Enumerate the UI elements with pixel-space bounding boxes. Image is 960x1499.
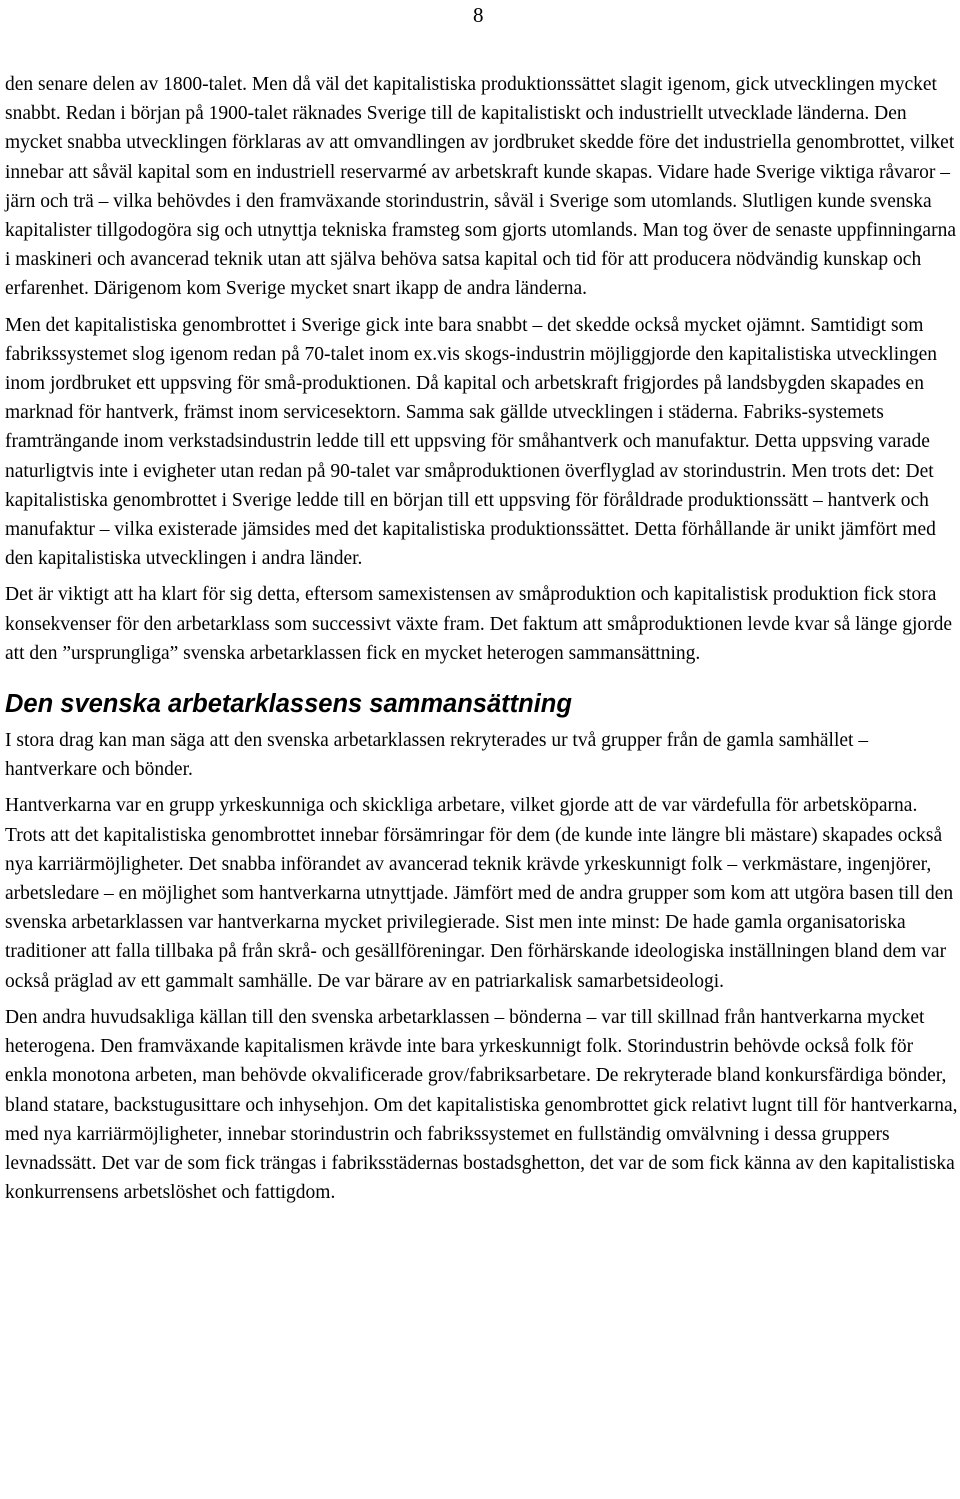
paragraph: Den andra huvudsakliga källan till den svenska arbetarklassen – bönderna – var till skillnad från hantverkarna mycket heterogena. Den framväxande kapitalismen krävde inte bara yrkeskunnigt folk. Storindustrin behövde också folk för enkla monotona arbeten, man behövde okvalificerade grov/fabriksarbetare. De rekryterade bland konkursfärdiga bönder, bland statare, backstugusittare och inhysehjon. Om det kapitalistiska genombrottet gick relativt lugnt till för hantverkarna, med nya karriärmöjligheter, innebar storindustrin och fabrikssystemet en fullständig omvälvning i dessa gruppers levnadssätt. Det var de som fick trängas i fabriksstädernas bostadsghetton, det var de som fick känna av den kapitalistiska konkurrensens arbetslöshet och fattigdom. bbox=[5, 1006, 958, 1204]
section-heading: Den svenska arbetarklassens sammansättning bbox=[5, 690, 572, 719]
paragraph: Hantverkarna var en grupp yrkeskunniga och skickliga arbetare, vilket gjorde att de var värdefulla för arbetsköparna. Trots att det kapitalistiska genombrottet innebar försämringar för dem (de kunde inte längre bli mästare) skapades också nya karriärmöjligheter. Det snabba införandet av avancerad teknik krävde yrkeskunnigt folk – verkmästare, ingenjörer, arbetsledare – en möjlighet som hantverkarna utnyttjade. Jämfört med de andra grupper som kom att utgöra basen till den svenska arbetarklassen var hantverkarna mycket privilegierade. Sist men inte minst: De hade gamla organisatoriska traditioner att falla tillbaka på från skrå- och gesällföreningar. Den förhärskande ideologiska inställningen bland dem var också präglad av ett gammalt samhälle. De var bärare av en patriarkalisk samarbetsideologi. bbox=[5, 795, 954, 992]
page-number: 8 bbox=[473, 3, 484, 27]
paragraph: I stora drag kan man säga att den svenska arbetarklassen rekryterades ur två grupper från de gamla samhället – hantverkare och bönder. bbox=[5, 730, 869, 781]
paragraph: den senare delen av 1800-talet. Men då väl det kapitalistiska produktionssättet slagit igenom, gick utvecklingen mycket snabbt. Redan i början på 1900-talet räknades Sverige till de kapitalistiskt och industriellt utvecklade länderna. Den mycket snabba utvecklingen förklaras av att omvandlingen av jordbruket skedde före det industriella genombrottet, vilket innebar att såväl kapital som en industriell reservarmé av arbetskraft kunde skapas. Vidare hade Sverige viktiga råvaror – järn och trä – vilka behövdes i den framväxande storindustrin, såväl i Sverige som utomlands. Slutligen kunde svenska kapitalister tillgodogöra sig och utnyttja tekniska framsteg som gjorts utomlands. Man tog över de senaste uppfinningarna i maskineri och avancerad teknik utan att själva behöva satsa kapital och tid för att producera nödvändig kunskap och erfarenhet. Därigenom kom Sverige mycket snart ikapp de andra länderna. bbox=[5, 74, 956, 300]
paragraph: Det är viktigt att ha klart för sig detta, eftersom samexistensen av småproduktion och kapitalistisk produktion fick stora konsekvenser för den arbetarklass som successivt växte fram. Det faktum att småproduktionen levde kvar så länge gjorde att den ”ursprungliga” svenska arbetarklassen fick en mycket heterogen sammansättning. bbox=[5, 584, 953, 664]
paragraph: Men det kapitalistiska genombrottet i Sverige gick inte bara snabbt – det skedde också mycket ojämnt. Samtidigt som fabrikssystemet slog igenom redan på 70-talet inom ex.vis skogs-industrin möjliggjorde den kapitalistiska utvecklingen inom jordbruket ett uppsving för små-produktionen. Då kapital och arbetskraft frigjordes på landsbygden skapades en marknad för hantverk, främst inom servicesektorn. Samma sak gällde utvecklingen i städerna. Fabriks-systemets framträngande inom verkstadsindustrin ledde till ett uppsving för småhantverk och manufaktur. Detta uppsving varade naturligtvis inte i evigheter utan redan på 90-talet var småproduktionen överflyglad av storindustrin. Men trots det: Det kapitalistiska genombrottet i Sverige ledde till en början till ett uppsving för föråldrade produktionssätt – hantverk och manufaktur – vilka existerade jämsides med det kapitalistiska produktionssättet. Detta förhållande är unikt jämfört med den kapitalistiska utvecklingen i andra länder. bbox=[5, 314, 938, 570]
body-text bbox=[5, 70, 960, 1207]
